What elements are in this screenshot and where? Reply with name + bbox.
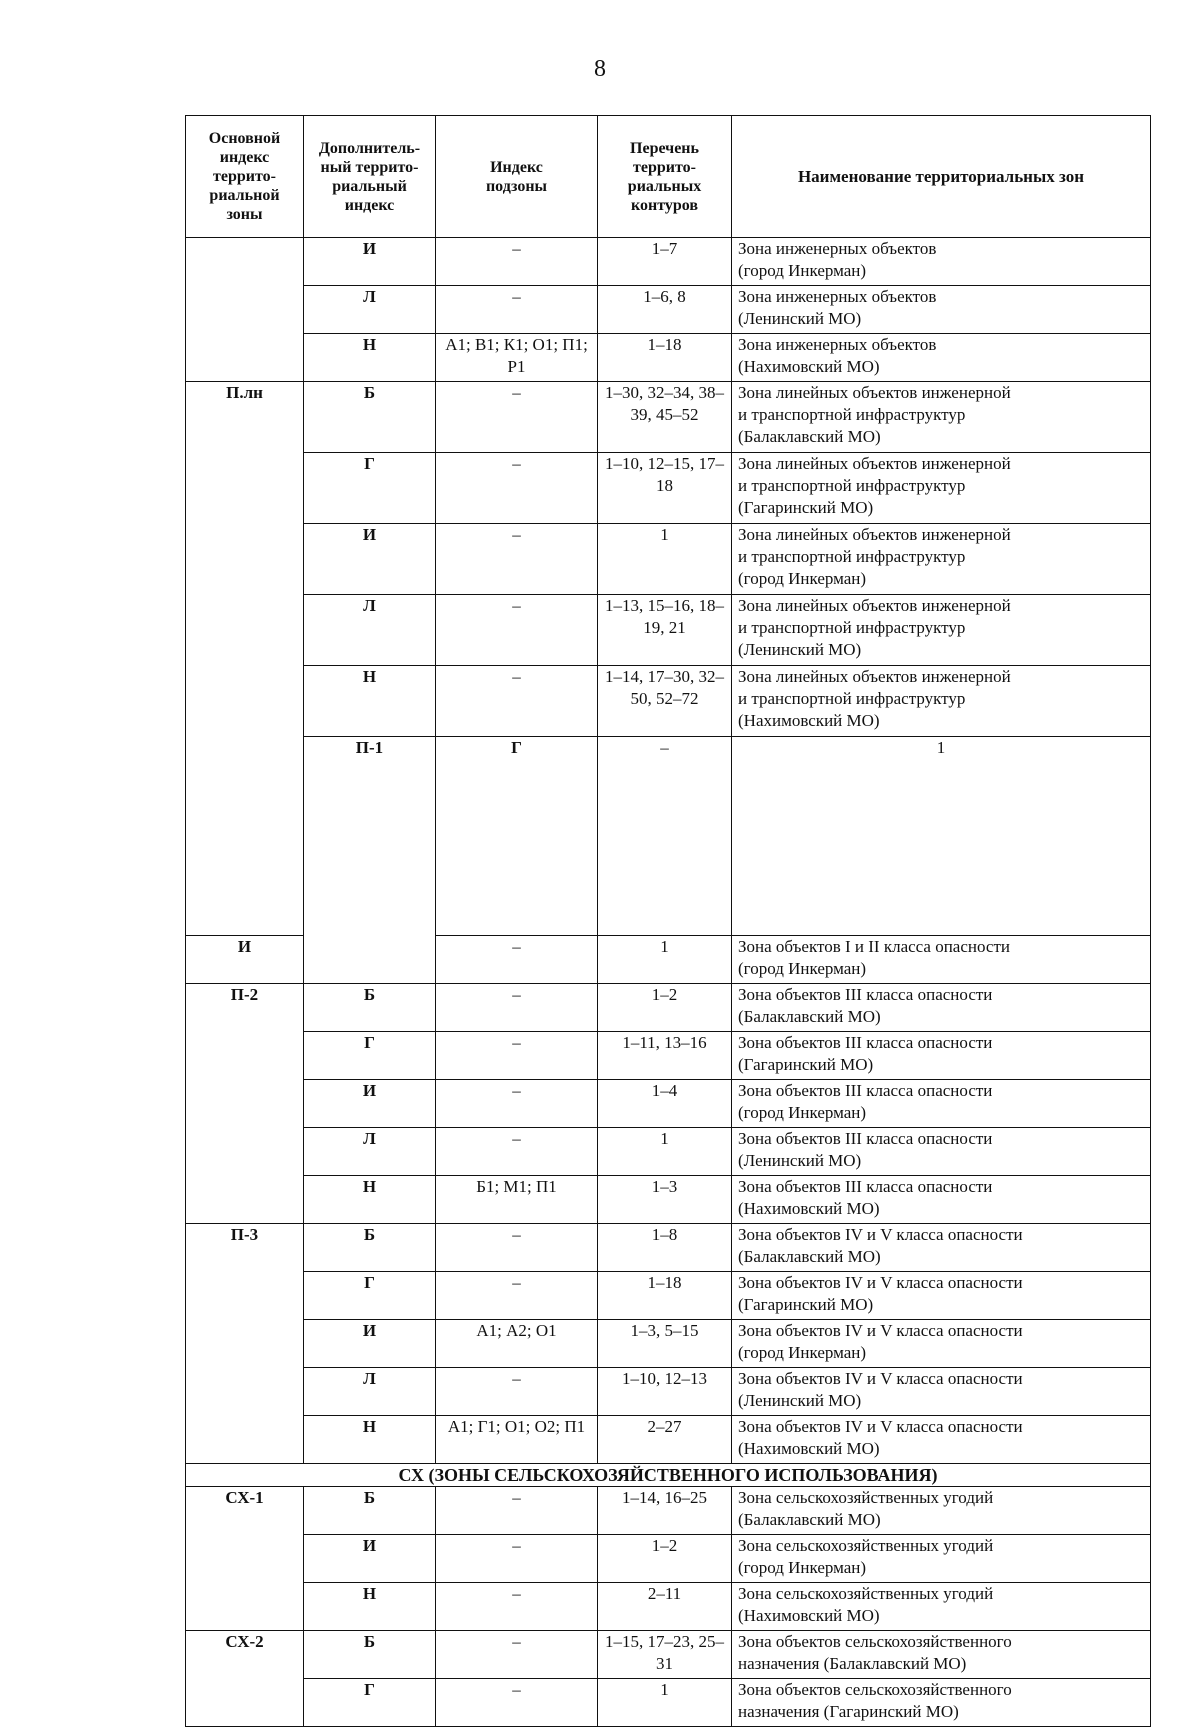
additional-index-cell: Л <box>304 595 436 666</box>
additional-index-cell: Б <box>304 984 436 1032</box>
subzone-index-cell: – <box>436 1583 598 1631</box>
table-row <box>186 453 1151 524</box>
zone-name-cell <box>732 334 1151 382</box>
table-row <box>186 1487 1151 1535</box>
zone-name-cell <box>732 453 1151 524</box>
additional-index-cell: Л <box>304 286 436 334</box>
additional-index-cell: Б <box>304 1224 436 1272</box>
zone-name-line: Зона объектов III класса опасности <box>738 1081 993 1100</box>
additional-index-cell: Н <box>304 1583 436 1631</box>
zone-name-line: Зона линейных объектов инженерной <box>738 454 1011 473</box>
contours-cell: 1–10, 12–15, 17–18 <box>598 453 732 524</box>
zone-name-line: Зона объектов III класса опасности <box>738 1129 993 1148</box>
header-line: Индекс <box>490 158 543 176</box>
table-body <box>186 238 1151 1727</box>
zone-name-line: (Балаклавский МО) <box>738 1007 881 1026</box>
zone-name-line: и транспортной инфраструктур <box>738 476 966 495</box>
additional-index-cell: Г <box>304 1272 436 1320</box>
zone-name-line: Зона сельскохозяйственных угодий <box>738 1536 994 1555</box>
contours-cell: 1–15, 17–23, 25–31 <box>598 1631 732 1679</box>
zone-name-cell <box>732 1487 1151 1535</box>
contours-cell: 2–11 <box>598 1583 732 1631</box>
table-row <box>186 1631 1151 1679</box>
zone-name-cell <box>732 1631 1151 1679</box>
zone-name-cell <box>732 238 1151 286</box>
table-row <box>186 984 1151 1032</box>
zone-name-line: назначения (Гагаринский МО) <box>738 1702 959 1721</box>
header-line: Дополнитель- <box>318 139 421 157</box>
zone-name-line: (Нахимовский МО) <box>738 711 880 730</box>
contours-cell: 1–13, 15–16, 18–19, 21 <box>598 595 732 666</box>
zone-name-line: Зона линейных объектов инженерной <box>738 596 1011 615</box>
zone-name-line: (Ленинский МО) <box>738 640 862 659</box>
contours-cell: 1–2 <box>598 984 732 1032</box>
zone-name-line: (Балаклавский МО) <box>738 427 881 446</box>
table-row <box>186 666 1151 737</box>
contours-cell: 1–18 <box>598 1272 732 1320</box>
additional-index-cell: Г <box>436 737 598 936</box>
contours-cell: 1–8 <box>598 1224 732 1272</box>
zone-name-cell <box>732 1176 1151 1224</box>
zone-name-line: Зона объектов III класса опасности <box>738 1033 993 1052</box>
main-index-cell: П-2 <box>186 984 304 1224</box>
subzone-index-cell: – <box>436 1631 598 1679</box>
zone-name-line: Зона линейных объектов инженерной <box>738 383 1011 402</box>
header-additional-index <box>304 116 436 238</box>
main-index-cell: П-1 <box>304 737 436 984</box>
table-row <box>186 334 1151 382</box>
zone-name-line: и транспортной инфраструктур <box>738 405 966 424</box>
zone-name-line: и транспортной инфраструктур <box>738 618 966 637</box>
contours-cell: 1 <box>598 1128 732 1176</box>
zone-name-line: (Нахимовский МО) <box>738 1199 880 1218</box>
zone-name-line: Зона объектов IV и V класса опасности <box>738 1321 1023 1340</box>
header-line: риальных <box>627 177 702 195</box>
header-line: Основной <box>208 130 281 147</box>
zone-name-line: Зона сельскохозяйственных угодий <box>738 1584 994 1603</box>
zone-name-cell <box>732 1679 1151 1727</box>
additional-index-cell: Г <box>304 1679 436 1727</box>
zone-name-line: (Гагаринский МО) <box>738 1295 874 1314</box>
zone-name-line: Зона объектов IV и V класса опасности <box>738 1273 1023 1292</box>
table-row <box>186 1679 1151 1727</box>
subzone-index-cell: – <box>436 238 598 286</box>
header-line: контуров <box>630 196 698 214</box>
main-index-cell: СХ-2 <box>186 1631 304 1727</box>
zone-name-line: (Ленинский МО) <box>738 309 862 328</box>
zone-name-line: (Нахимовский МО) <box>738 1439 880 1458</box>
zone-name-line: Зона сельскохозяйственных угодий <box>738 1488 994 1507</box>
zone-name-cell <box>732 1128 1151 1176</box>
table-row <box>186 1416 1151 1464</box>
additional-index-cell: Л <box>304 1368 436 1416</box>
section-row <box>186 1464 1151 1487</box>
zone-name-line: и транспортной инфраструктур <box>738 547 966 566</box>
subzone-index-cell: – <box>436 595 598 666</box>
page-number: 8 <box>594 56 606 82</box>
header-line: террито- <box>633 158 696 176</box>
zone-name-cell <box>732 1368 1151 1416</box>
table-row <box>186 1080 1151 1128</box>
contours-cell: 1–18 <box>598 334 732 382</box>
zone-name-line: (город Инкерман) <box>738 959 867 978</box>
zone-name-cell <box>732 1224 1151 1272</box>
header-line: индекс <box>219 149 270 166</box>
additional-index-cell: Л <box>304 1128 436 1176</box>
contours-cell: 1 <box>732 737 1151 936</box>
additional-index-cell: И <box>304 1320 436 1368</box>
additional-index-cell: И <box>304 238 436 286</box>
zone-name-line: (Гагаринский МО) <box>738 498 874 517</box>
zone-name-line: Зона инженерных объектов <box>738 239 937 258</box>
additional-index-cell: Г <box>304 1032 436 1080</box>
zone-name-line: Зона линейных объектов инженерной <box>738 525 1011 544</box>
additional-index-cell: Н <box>304 1416 436 1464</box>
zone-name-cell <box>732 1535 1151 1583</box>
header-main-index <box>186 116 304 238</box>
subzone-index-cell: – <box>436 1224 598 1272</box>
additional-index-cell: Н <box>304 1176 436 1224</box>
table-row <box>186 1368 1151 1416</box>
zone-name-line: Зона объектов I и II класса опасности <box>738 937 1010 956</box>
zone-name-cell <box>732 382 1151 453</box>
contours-cell: 1 <box>598 1679 732 1727</box>
subzone-index-cell: – <box>436 1128 598 1176</box>
contours-cell: 1 <box>598 524 732 595</box>
additional-index-cell: Б <box>304 382 436 453</box>
main-index-cell: П-3 <box>186 1224 304 1464</box>
zone-name-line: (город Инкерман) <box>738 1103 867 1122</box>
table-row <box>186 238 1151 286</box>
subzone-index-cell: – <box>436 1679 598 1727</box>
main-index-cell: П.лн <box>186 382 304 936</box>
contours-cell: 1–10, 12–13 <box>598 1368 732 1416</box>
header-line: террито- <box>213 168 276 185</box>
zone-name-line: (город Инкерман) <box>738 261 867 280</box>
table-row <box>186 595 1151 666</box>
zone-name-cell <box>732 936 1151 984</box>
zone-name-line: (город Инкерман) <box>738 1343 867 1362</box>
table-row <box>186 1032 1151 1080</box>
zone-name-line: (город Инкерман) <box>738 1558 867 1577</box>
subzone-index-cell: – <box>436 666 598 737</box>
table-row <box>186 1224 1151 1272</box>
subzone-index-cell: – <box>436 382 598 453</box>
zone-name-line: и транспортной инфраструктур <box>738 689 966 708</box>
header-line: подзоны <box>485 177 548 195</box>
table-header <box>186 116 1151 238</box>
zone-name-line: назначения (Балаклавский МО) <box>738 1654 967 1673</box>
subzone-index-cell: – <box>436 286 598 334</box>
header-subzone-index <box>436 116 598 238</box>
table-row <box>186 1320 1151 1368</box>
table-row <box>186 1176 1151 1224</box>
subzone-index-cell: – <box>436 1535 598 1583</box>
subzone-index-cell: – <box>436 1368 598 1416</box>
subzone-index-cell: – <box>436 1487 598 1535</box>
zone-name-cell <box>732 1416 1151 1464</box>
subzone-index-cell: А1; Г1; О1; О2; П1 <box>436 1416 598 1464</box>
zone-name-line: (Нахимовский МО) <box>738 357 880 376</box>
subzone-index-cell: – <box>436 453 598 524</box>
header-line: зоны <box>226 206 263 223</box>
additional-index-cell: И <box>304 524 436 595</box>
contours-cell: 1–3, 5–15 <box>598 1320 732 1368</box>
subzone-index-cell: – <box>436 1032 598 1080</box>
zone-name-cell <box>732 1583 1151 1631</box>
additional-index-cell: И <box>304 1535 436 1583</box>
header-line: риальный <box>332 177 407 195</box>
table-row <box>186 524 1151 595</box>
contours-cell: 2–27 <box>598 1416 732 1464</box>
table-row <box>186 382 1151 453</box>
zone-name-line: (город Инкерман) <box>738 569 867 588</box>
subzone-index-cell: Б1; М1; П1 <box>436 1176 598 1224</box>
contours-cell: 1 <box>598 936 732 984</box>
header-contours <box>598 116 732 238</box>
zone-name-cell <box>732 595 1151 666</box>
additional-index-cell: Н <box>304 666 436 737</box>
contours-cell: 1–3 <box>598 1176 732 1224</box>
header-zone-name: Наименование территориальных зон <box>732 116 1151 238</box>
table-row <box>186 1535 1151 1583</box>
zone-name-cell <box>732 1320 1151 1368</box>
header-line: риальной <box>209 187 280 204</box>
zone-name-line: Зона объектов IV и V класса опасности <box>738 1417 1023 1436</box>
contours-cell: 1–2 <box>598 1535 732 1583</box>
zone-name-line: Зона объектов IV и V класса опасности <box>738 1369 1023 1388</box>
zone-name-cell <box>732 1272 1151 1320</box>
main-index-cell <box>186 238 304 382</box>
contours-cell: 1–4 <box>598 1080 732 1128</box>
zone-name-cell <box>732 1080 1151 1128</box>
subzone-index-cell: – <box>436 1272 598 1320</box>
zone-name-cell <box>732 666 1151 737</box>
zone-name-line: Зона объектов III класса опасности <box>738 1177 993 1196</box>
table-row <box>186 1272 1151 1320</box>
additional-index-cell: Б <box>304 1487 436 1535</box>
zone-name-line: Зона инженерных объектов <box>738 335 937 354</box>
header-line: ный террито- <box>320 158 419 176</box>
contours-cell: 1–14, 17–30, 32–50, 52–72 <box>598 666 732 737</box>
zone-name-line: Зона объектов сельскохозяйственного <box>738 1632 1012 1651</box>
zone-name-line: (Балаклавский МО) <box>738 1247 881 1266</box>
subzone-index-cell: – <box>436 1080 598 1128</box>
zone-name-line: (Гагаринский МО) <box>738 1055 874 1074</box>
additional-index-cell: Н <box>304 334 436 382</box>
additional-index-cell: Г <box>304 453 436 524</box>
subzone-index-cell: А1; В1; К1; О1; П1; Р1 <box>436 334 598 382</box>
contours-cell: 1–6, 8 <box>598 286 732 334</box>
zone-name-line: (Ленинский МО) <box>738 1391 862 1410</box>
zone-name-line: Зона линейных объектов инженерной <box>738 667 1011 686</box>
zone-name-cell <box>732 286 1151 334</box>
additional-index-cell: И <box>304 1080 436 1128</box>
subzone-index-cell: – <box>436 524 598 595</box>
zone-name-line: (Ленинский МО) <box>738 1151 862 1170</box>
table-row <box>186 286 1151 334</box>
table-row <box>186 1128 1151 1176</box>
contours-cell: 1–11, 13–16 <box>598 1032 732 1080</box>
subzone-index-cell: – <box>436 936 598 984</box>
table-row <box>186 1583 1151 1631</box>
zone-name-cell <box>732 1032 1151 1080</box>
zone-name-cell <box>732 524 1151 595</box>
subzone-index-cell: – <box>598 737 732 936</box>
contours-cell: 1–30, 32–34, 38–39, 45–52 <box>598 382 732 453</box>
contours-cell: 1–14, 16–25 <box>598 1487 732 1535</box>
subzone-index-cell: – <box>436 984 598 1032</box>
table-row <box>186 737 1151 936</box>
zone-name-cell <box>732 984 1151 1032</box>
subzone-index-cell: А1; А2; О1 <box>436 1320 598 1368</box>
contours-cell: 1–7 <box>598 238 732 286</box>
section-title: СХ (ЗОНЫ СЕЛЬСКОХОЗЯЙСТВЕННОГО ИСПОЛЬЗОВАНИЯ) <box>186 1464 1151 1487</box>
zone-name-line: Зона объектов IV и V класса опасности <box>738 1225 1023 1244</box>
additional-index-cell: Б <box>304 1631 436 1679</box>
zone-name-line: Зона объектов III класса опасности <box>738 985 993 1004</box>
additional-index-cell: И <box>186 936 304 984</box>
main-index-cell: СХ-1 <box>186 1487 304 1631</box>
zones-table <box>185 115 1151 1727</box>
zone-name-line: (Балаклавский МО) <box>738 1510 881 1529</box>
zone-name-line: (Нахимовский МО) <box>738 1606 880 1625</box>
zone-name-line: Зона объектов сельскохозяйственного <box>738 1680 1012 1699</box>
zone-name-line: Зона инженерных объектов <box>738 287 937 306</box>
header-line: индекс <box>344 196 395 214</box>
header-line: Перечень <box>630 139 699 157</box>
